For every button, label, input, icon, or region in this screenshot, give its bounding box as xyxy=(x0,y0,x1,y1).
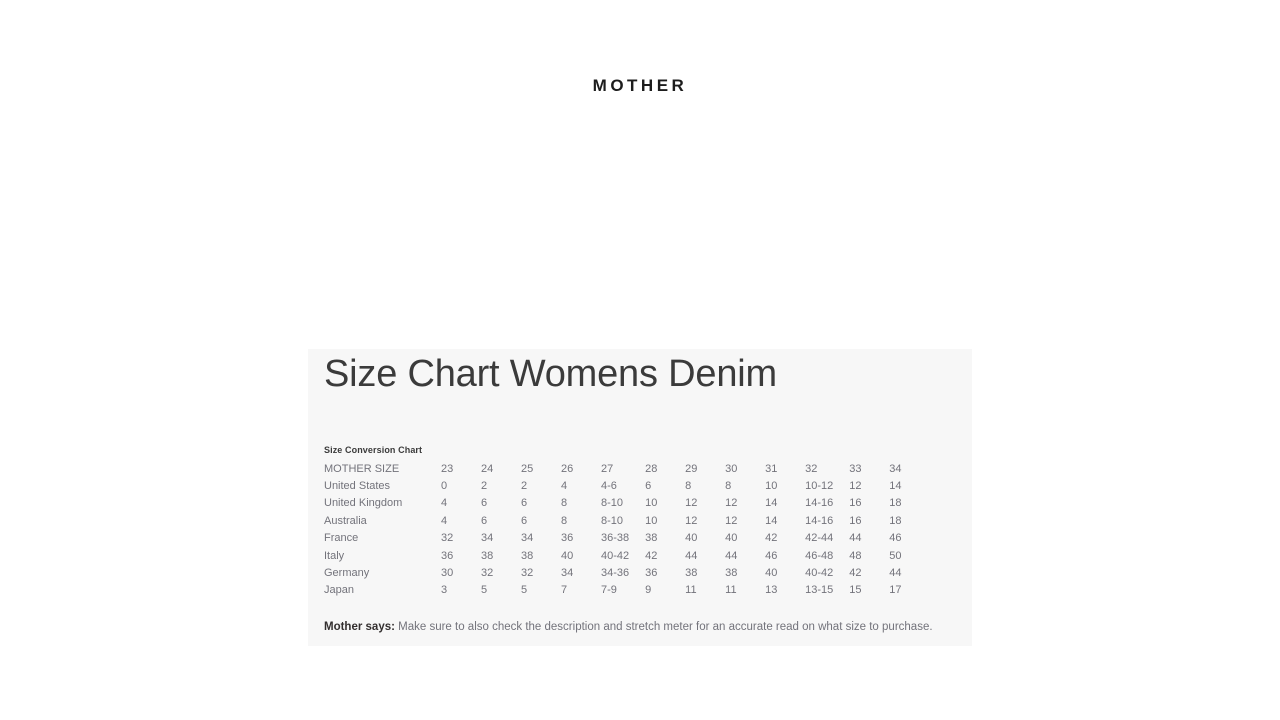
size-cell: 24 xyxy=(481,462,494,475)
size-cell: 17 xyxy=(889,584,902,597)
size-cell: 11 xyxy=(685,584,697,597)
size-cell: 12 xyxy=(725,514,738,527)
size-cell: 38 xyxy=(521,549,534,562)
size-cell: 7-9 xyxy=(601,584,617,597)
size-cell: 34 xyxy=(481,532,494,545)
size-cell: 48 xyxy=(849,549,862,562)
size-table-body xyxy=(324,461,929,600)
size-cell: 27 xyxy=(601,462,614,475)
table-row xyxy=(324,478,929,495)
size-cell: 23 xyxy=(441,462,454,475)
size-cell: 44 xyxy=(889,567,902,580)
size-cell: 44 xyxy=(849,532,862,545)
size-cell: 26 xyxy=(561,462,574,475)
table-row xyxy=(324,530,929,547)
size-cell: 42-44 xyxy=(805,532,834,545)
size-cell: 28 xyxy=(645,462,658,475)
size-cell: 32 xyxy=(805,462,818,475)
size-cell: 6 xyxy=(645,480,652,492)
size-cell: 32 xyxy=(441,532,454,545)
size-cell: 4 xyxy=(441,497,448,510)
size-cell: 14 xyxy=(889,480,902,492)
size-cell: 4 xyxy=(561,480,568,492)
size-cell: 18 xyxy=(889,497,902,510)
size-cell: 38 xyxy=(645,532,658,545)
brand-logo[interactable]: MOTHER xyxy=(592,76,688,95)
size-cell: 8-10 xyxy=(601,497,624,510)
table-row xyxy=(324,565,929,582)
size-cell: 40 xyxy=(561,549,574,562)
size-cell: 38 xyxy=(481,549,494,562)
row-label: Germany xyxy=(324,567,370,580)
size-cell: 44 xyxy=(685,549,698,562)
size-cell: 9 xyxy=(645,584,652,597)
size-cell: 4-6 xyxy=(601,480,617,492)
row-label: United Kingdom xyxy=(324,497,403,510)
size-cell: 36 xyxy=(561,532,574,545)
size-cell: 34-36 xyxy=(601,567,630,580)
note-label: Mother says: xyxy=(324,620,395,633)
row-label: France xyxy=(324,532,359,545)
table-row xyxy=(324,582,929,599)
size-cell: 29 xyxy=(685,462,698,475)
size-cell: 5 xyxy=(521,584,528,597)
size-cell: 36 xyxy=(441,549,454,562)
size-chart-panel xyxy=(308,349,972,646)
size-cell: 2 xyxy=(481,480,488,492)
size-cell: 38 xyxy=(685,567,698,580)
row-label: United States xyxy=(324,480,391,492)
size-cell: 8 xyxy=(561,497,568,510)
size-cell: 50 xyxy=(889,549,902,562)
size-cell: 6 xyxy=(481,497,488,510)
row-label: Australia xyxy=(324,514,367,527)
size-cell: 40 xyxy=(685,532,698,545)
size-cell: 14-16 xyxy=(805,497,834,510)
size-cell: 8 xyxy=(725,480,732,492)
size-cell: 10 xyxy=(645,497,658,510)
size-cell: 33 xyxy=(849,462,862,475)
size-cell: 40-42 xyxy=(805,567,834,580)
size-cell: 6 xyxy=(521,514,528,527)
size-cell: 46 xyxy=(889,532,902,545)
size-cell: 10 xyxy=(645,514,658,527)
size-cell: 6 xyxy=(521,497,528,510)
size-cell: 42 xyxy=(645,549,658,562)
size-cell: 44 xyxy=(725,549,738,562)
note-text: Make sure to also check the description and stretch meter for an accurate read on what size to purchase. xyxy=(398,620,933,633)
table-row xyxy=(324,548,929,565)
size-cell: 36-38 xyxy=(601,532,630,545)
size-cell: 6 xyxy=(481,514,488,527)
size-cell: 13-15 xyxy=(805,584,834,597)
size-cell: 13 xyxy=(765,584,778,597)
size-cell: 14 xyxy=(765,514,778,527)
page-title: Size Chart Womens Denim xyxy=(324,353,777,395)
size-conversion-chart-label: Size Conversion Chart xyxy=(324,444,423,455)
size-cell: 12 xyxy=(849,480,862,492)
size-cell: 18 xyxy=(889,514,902,527)
site-header xyxy=(0,76,1280,96)
size-cell: 14-16 xyxy=(805,514,834,527)
size-cell: 12 xyxy=(685,514,698,527)
size-cell: 2 xyxy=(521,480,528,492)
table-row xyxy=(324,461,929,478)
size-cell: 16 xyxy=(849,497,862,510)
size-cell: 40 xyxy=(765,567,778,580)
size-cell: 32 xyxy=(481,567,494,580)
size-cell: 46-48 xyxy=(805,549,834,562)
size-cell: 30 xyxy=(725,462,738,475)
size-cell: 40-42 xyxy=(601,549,630,562)
size-cell: 12 xyxy=(685,497,698,510)
size-cell: 40 xyxy=(725,532,738,545)
size-cell: 42 xyxy=(849,567,862,580)
size-cell: 3 xyxy=(441,584,448,597)
size-cell: 4 xyxy=(441,514,448,527)
table-row xyxy=(324,495,929,512)
size-cell: 7 xyxy=(561,584,568,597)
size-cell: 42 xyxy=(765,532,778,545)
size-cell: 36 xyxy=(645,567,658,580)
size-cell: 15 xyxy=(849,584,862,597)
row-label: Italy xyxy=(324,549,345,562)
row-label: Japan xyxy=(324,584,354,597)
size-cell: 8-10 xyxy=(601,514,624,527)
size-cell: 10-12 xyxy=(805,480,834,492)
mother-says-note xyxy=(324,621,956,633)
size-cell: 34 xyxy=(561,567,574,580)
table-row xyxy=(324,513,929,530)
size-conversion-table xyxy=(324,461,929,600)
size-cell: 8 xyxy=(685,480,692,492)
size-cell: 25 xyxy=(521,462,534,475)
size-cell: 34 xyxy=(889,462,902,475)
row-label: MOTHER SIZE xyxy=(324,462,400,475)
size-cell: 32 xyxy=(521,567,534,580)
size-cell: 30 xyxy=(441,567,454,580)
size-cell: 38 xyxy=(725,567,738,580)
size-cell: 14 xyxy=(765,497,778,510)
size-cell: 12 xyxy=(725,497,738,510)
size-cell: 16 xyxy=(849,514,862,527)
size-cell: 10 xyxy=(765,480,778,492)
size-cell: 46 xyxy=(765,549,778,562)
size-cell: 31 xyxy=(765,462,778,475)
size-cell: 34 xyxy=(521,532,534,545)
size-cell: 8 xyxy=(561,514,568,527)
size-cell: 11 xyxy=(725,584,737,597)
size-cell: 5 xyxy=(481,584,488,597)
size-cell: 0 xyxy=(441,480,448,492)
